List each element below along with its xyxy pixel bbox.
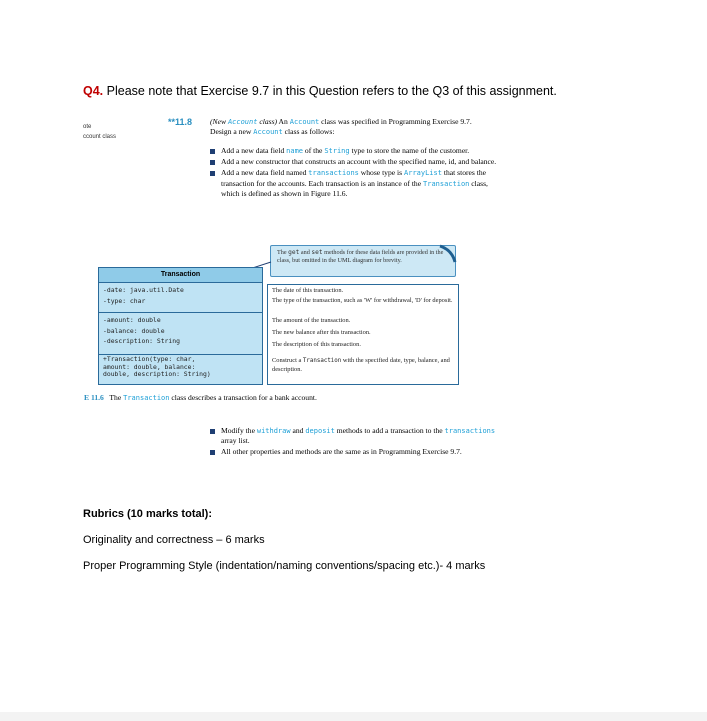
uml-fields-2: -amount: double -balance: double -description: String	[99, 313, 262, 355]
requirement-list-2	[210, 426, 500, 459]
list-item: Add a new data field named transactions whose type is ArrayList that stores the transaction for the accounts. Each transaction is an instance of the Transaction class, which is defined as shown in Figure 11.6.	[210, 168, 500, 199]
list-item: Modify the withdraw and deposit methods to add a transaction to the transactions array list.	[210, 426, 500, 446]
list-item: All other properties and methods are the same as in Programming Exercise 9.7.	[210, 447, 500, 457]
desc-date: The date of this transaction.	[272, 287, 344, 294]
uml-constructor: +Transaction(type: char, amount: double, balance: double, description: String)	[103, 355, 211, 379]
uml-description-box	[267, 284, 459, 385]
list-item: Add a new constructor that constructs an account with the specified name, id, and balance.	[210, 157, 500, 167]
desc-amount: The amount of the transaction.	[272, 317, 351, 324]
side-label-2: ccount class	[83, 134, 117, 140]
question-label: Q4.	[83, 84, 104, 98]
figure-caption: E 11.6 The Transaction class describes a transaction for a bank account.	[84, 393, 317, 402]
desc-type: The type of the transaction, such as 'W' for withdrawal, 'D' for deposit.	[272, 297, 453, 304]
bottom-strip	[0, 712, 707, 721]
desc-balance: The new balance after this transaction.	[272, 329, 371, 336]
uml-class-diagram	[98, 267, 263, 385]
rubric-style: Proper Programming Style (indentation/naming conventions/spacing etc.)- 4 marks	[83, 560, 486, 572]
uml-note: The get and set methods for these data fields are provided in the class, but omitted in the UML diagram for brevity.	[270, 245, 456, 277]
rubric-originality: Originality and correctness – 6 marks	[83, 534, 265, 546]
uml-class-name: Transaction	[99, 268, 262, 283]
exercise-number: **11.8	[168, 117, 193, 127]
uml-fields-1: -date: java.util.Date -type: char	[99, 283, 262, 313]
side-label-1: ote	[83, 124, 92, 130]
desc-constructor: Construct a Transaction with the specified date, type, balance, and description.	[272, 357, 450, 373]
question-body: Please note that Exercise 9.7 in this Question refers to the Q3 of this assignment.	[106, 84, 557, 98]
list-item: Add a new data field name of the String type to store the name of the customer.	[210, 146, 500, 156]
desc-description: The description of this transaction.	[272, 341, 361, 348]
rubrics-title: Rubrics (10 marks total):	[83, 508, 212, 520]
exercise-intro: (New Account class) An Account class was specified in Programming Exercise 9.7. Design a new Account class as follows:	[210, 117, 472, 137]
figure-number: E 11.6	[84, 393, 104, 402]
